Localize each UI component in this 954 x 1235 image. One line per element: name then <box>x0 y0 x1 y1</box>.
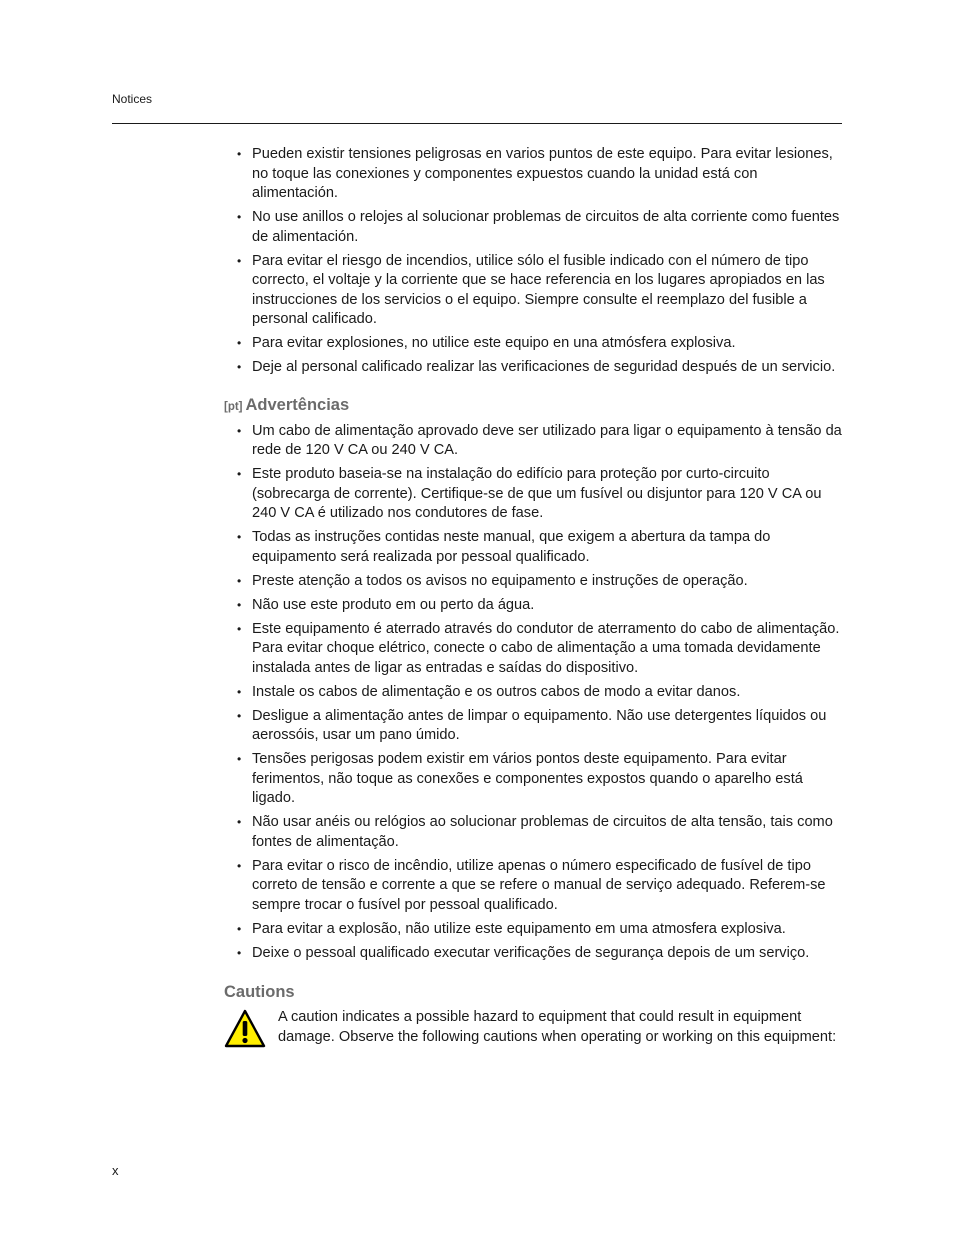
list-item-text: Instale os cabos de alimentação e os outros cabos de modo a evitar danos. <box>252 683 741 700</box>
page-number: x <box>112 1163 119 1178</box>
list-item <box>224 620 842 679</box>
bullet-icon: • <box>237 921 242 936</box>
list-item <box>224 572 842 592</box>
list-item <box>224 252 842 330</box>
list-item <box>224 358 842 378</box>
list-item <box>224 857 842 916</box>
bullet-icon: • <box>237 423 242 438</box>
list-item <box>224 944 842 964</box>
bullet-icon: • <box>237 573 242 588</box>
list-item-text: Preste atenção a todos os avisos no equipamento e instruções de operação. <box>252 572 748 589</box>
bullet-icon: • <box>237 210 242 224</box>
list-item-text: Um cabo de alimentação aprovado deve ser utilizado para ligar o equipamento à tensão da rede de 120 V CA ou 240 V CA. <box>252 422 842 458</box>
list-item-text: Desligue a alimentação antes de limpar o equipamento. Não use detergentes líquidos ou aerossóis, usar um pano úmido. <box>252 707 827 743</box>
section-heading-advertencias <box>224 395 842 417</box>
list-item <box>224 528 842 567</box>
list-item-text: Pueden existir tensiones peligrosas en varios puntos de este equipo. Para evitar lesiones, no toque las conexiones y componentes expuestos cuando la unidad está con alimentación. <box>252 146 833 201</box>
bullet-icon: • <box>237 945 242 960</box>
bullet-icon: • <box>237 621 242 636</box>
list-item <box>224 750 842 809</box>
list-item <box>224 465 842 524</box>
list-item-text: Deixe o pessoal qualificado executar verificações de segurança depois de um serviço. <box>252 944 810 961</box>
list-item <box>224 208 842 247</box>
portuguese-warnings-list <box>224 422 842 964</box>
list-item-text: Não use este produto em ou perto da água. <box>252 596 535 613</box>
bullet-icon: • <box>237 858 242 873</box>
list-item <box>224 707 842 746</box>
caution-description: A caution indicates a possible hazard to equipment that could result in equipment damage. Observe the following cautions when operating or working on this equipment: <box>278 1009 837 1045</box>
bullet-icon: • <box>237 684 242 699</box>
list-item-text: Para evitar a explosão, não utilize este equipamento em uma atmosfera explosiva. <box>252 920 786 937</box>
spanish-warnings-list <box>224 145 842 378</box>
list-item-text: Para evitar explosiones, no utilice este equipo en una atmósfera explosiva. <box>252 335 736 351</box>
language-tag: [pt] <box>224 400 243 413</box>
bullet-icon: • <box>237 253 242 268</box>
warning-triangle-icon <box>224 1009 266 1049</box>
bullet-icon: • <box>237 815 242 829</box>
list-item-text: Para evitar o risco de incêndio, utilize apenas o número especificado de fusível de tipo correto de tensão e corrente a que se refere o manual de serviço adequado. Referem-se sempre trocar o fusível por pessoal qualificado. <box>252 857 826 913</box>
list-item-text: Deje al personal calificado realizar las verificaciones de seguridad después de un servicio. <box>252 359 836 375</box>
list-item-text: Para evitar el riesgo de incendios, utilice sólo el fusible indicado con el número de tipo correcto, el voltaje y la corriente que se hace referencia en los lugares apropiados en las instrucciones de los servicios o el equipo. Siempre consulte el reemplazo del fusible a personal calificado. <box>252 252 825 327</box>
bullet-icon: • <box>237 708 242 723</box>
list-item-text: Todas as instruções contidas neste manual, que exigem a abertura da tampa do equipamento será realizada por pessoal qualificado. <box>252 529 771 565</box>
list-item <box>224 683 842 703</box>
list-item <box>224 422 842 461</box>
list-item-text: Este equipamento é aterrado através do condutor de aterramento do cabo de alimentação. Para evitar choque elétrico, conecte o cabo de alimentação a uma tomada devidamente instalada antes de ligar as entradas e saídas do dispositivo. <box>252 620 840 676</box>
bullet-icon: • <box>237 147 242 161</box>
section-title: Advertências <box>245 395 350 414</box>
section-heading-cautions: Cautions <box>224 983 295 1001</box>
list-item <box>224 145 842 204</box>
list-item-text: No use anillos o relojes al solucionar problemas de circuitos de alta corriente como fuentes de alimentación. <box>252 209 840 245</box>
caution-block <box>224 1008 842 1049</box>
bullet-icon: • <box>237 752 242 766</box>
bullet-icon: • <box>237 336 242 350</box>
list-item <box>224 334 842 354</box>
bullet-icon: • <box>237 360 242 374</box>
list-item <box>224 920 842 940</box>
list-item-text: Não usar anéis ou relógios ao solucionar problemas de circuitos de alta tensão, tais como fontes de alimentação. <box>252 814 833 850</box>
bullet-icon: • <box>237 530 242 544</box>
page-content <box>224 145 842 1049</box>
header-rule <box>112 123 842 124</box>
list-item <box>224 596 842 616</box>
running-header: Notices <box>112 92 153 106</box>
list-item-text: Este produto baseia-se na instalação do edifício para proteção por curto-circuito (sobrecarga de corrente). Certifique-se de que um fusível ou disjuntor para 120 V CA ou 240 V CA é utilizado nos condutores de fase. <box>252 466 822 521</box>
bullet-icon: • <box>237 467 242 481</box>
bullet-icon: • <box>237 597 242 612</box>
list-item-text: Tensões perigosas podem existir em vários pontos deste equipamento. Para evitar ferimentos, não toque as conexões e componentes expostos quando o aparelho está ligado. <box>252 751 803 806</box>
list-item <box>224 813 842 852</box>
